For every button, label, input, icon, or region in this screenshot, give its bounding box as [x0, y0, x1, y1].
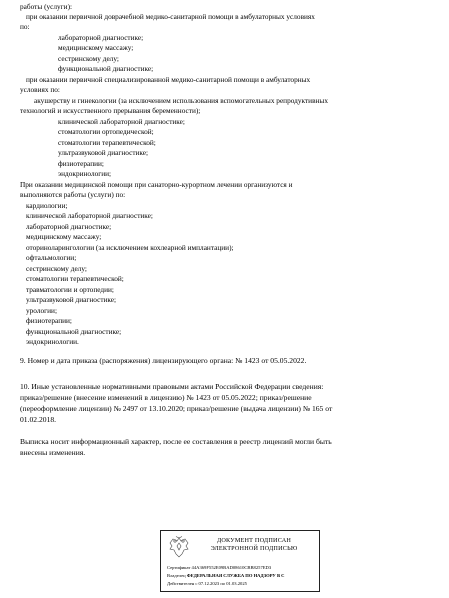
text-line: эндокринологии; [58, 169, 112, 178]
text-line: физиотерапии; [26, 316, 72, 325]
text-line: эндокринологии. [26, 337, 79, 346]
text-line: 9. Номер и дата приказа (распоряжения) лицензирующего органа: № 1423 от 05.05.2022. [20, 356, 307, 365]
text-line: функциональной диагностике; [58, 64, 154, 73]
stamp-title-1: ДОКУМЕНТ ПОДПИСАН [216, 537, 292, 544]
text-line: физиотерапии; [58, 159, 104, 168]
text-line: медицинскому массажу; [58, 43, 134, 52]
stamp-owner-label: Владелец [167, 573, 187, 578]
text-line: по: [20, 22, 30, 31]
text-line: ультразвуковой диагностике; [58, 148, 149, 157]
text-line: лабораторной диагностике; [58, 33, 144, 42]
text-line: условиях по: [20, 85, 60, 94]
text-line: технологий и искусственного прерывания беременности); [20, 106, 201, 115]
text-line: выполняются работы (услуги) по: [20, 190, 126, 199]
stamp-owner [167, 573, 285, 579]
stamp-title-2: ЭЛЕКТРОННОЙ ПОДПИСЬЮ [210, 545, 298, 552]
text-line: стоматологии терапевтической; [58, 138, 156, 147]
text-line: при оказании первичной доврачебной медико-санитарной помощи в амбулаторных условиях [26, 12, 315, 21]
text-line: При оказании медицинской помощи при санаторно-курортном лечении организуются и [20, 180, 293, 189]
text-line: стоматологии ортопедической; [58, 127, 154, 136]
coat-of-arms-icon [167, 535, 191, 561]
text-line: кардиологии; [26, 201, 68, 210]
stamp-validity: Действителен с 07.12.2023 по 01.03.2025 [167, 581, 247, 586]
text-line: 10. Иные установленные нормативными правовыми актами Российской Федерации сведения: [20, 382, 324, 391]
text-line: медицинскому массажу; [26, 232, 102, 241]
text-line: клинической лабораторной диагностике; [58, 117, 185, 126]
text-line: сестринскому делу; [58, 54, 119, 63]
text-line: лабораторной диагностике; [26, 222, 112, 231]
text-line: урологии; [26, 306, 57, 315]
text-line: приказ/решение (внесение изменений в лицензию) № 1423 от 05.05.2022; приказ/решение [20, 393, 312, 402]
text-line: (переоформление лицензии) № 2497 от 13.10.2020; приказ/решение (выдача лицензии) № 165 от [20, 404, 333, 413]
text-line: при оказании первичной специализированной медико-санитарной помощи в амбулаторных [26, 75, 311, 84]
text-line: клинической лабораторной диагностике; [26, 211, 153, 220]
stamp-owner-name: ФЕДЕРАЛЬНАЯ СЛУЖБА ПО НАДЗОРУ В С [186, 573, 285, 578]
text-line: 01.02.2018. [20, 415, 57, 424]
text-line: сестринскому делу; [26, 264, 87, 273]
text-line: работы (услуги): [20, 2, 73, 11]
text-line: внесены изменения. [20, 448, 86, 457]
text-line: функциональной диагностике; [26, 327, 122, 336]
text-line: акушерству и гинекологии (за исключением использования вспомогательных репродуктивных [34, 96, 328, 105]
text-line: оториноларингологии (за исключением кохлеарной имплантации); [26, 243, 234, 252]
text-line: офтальмологии; [26, 253, 77, 262]
electronic-signature-stamp [160, 530, 320, 592]
text-line: травматологии и ортопедии; [26, 285, 114, 294]
stamp-certificate: Сертификат 44A369F552E09BAD08610CBB8257ED3 [167, 565, 272, 570]
text-line: стоматологии терапевтической; [26, 274, 124, 283]
text-line: Выписка носит информационный характер, после ее составления в реестр лицензий могли быть [20, 437, 332, 446]
text-line: ультразвуковой диагностике; [26, 295, 117, 304]
